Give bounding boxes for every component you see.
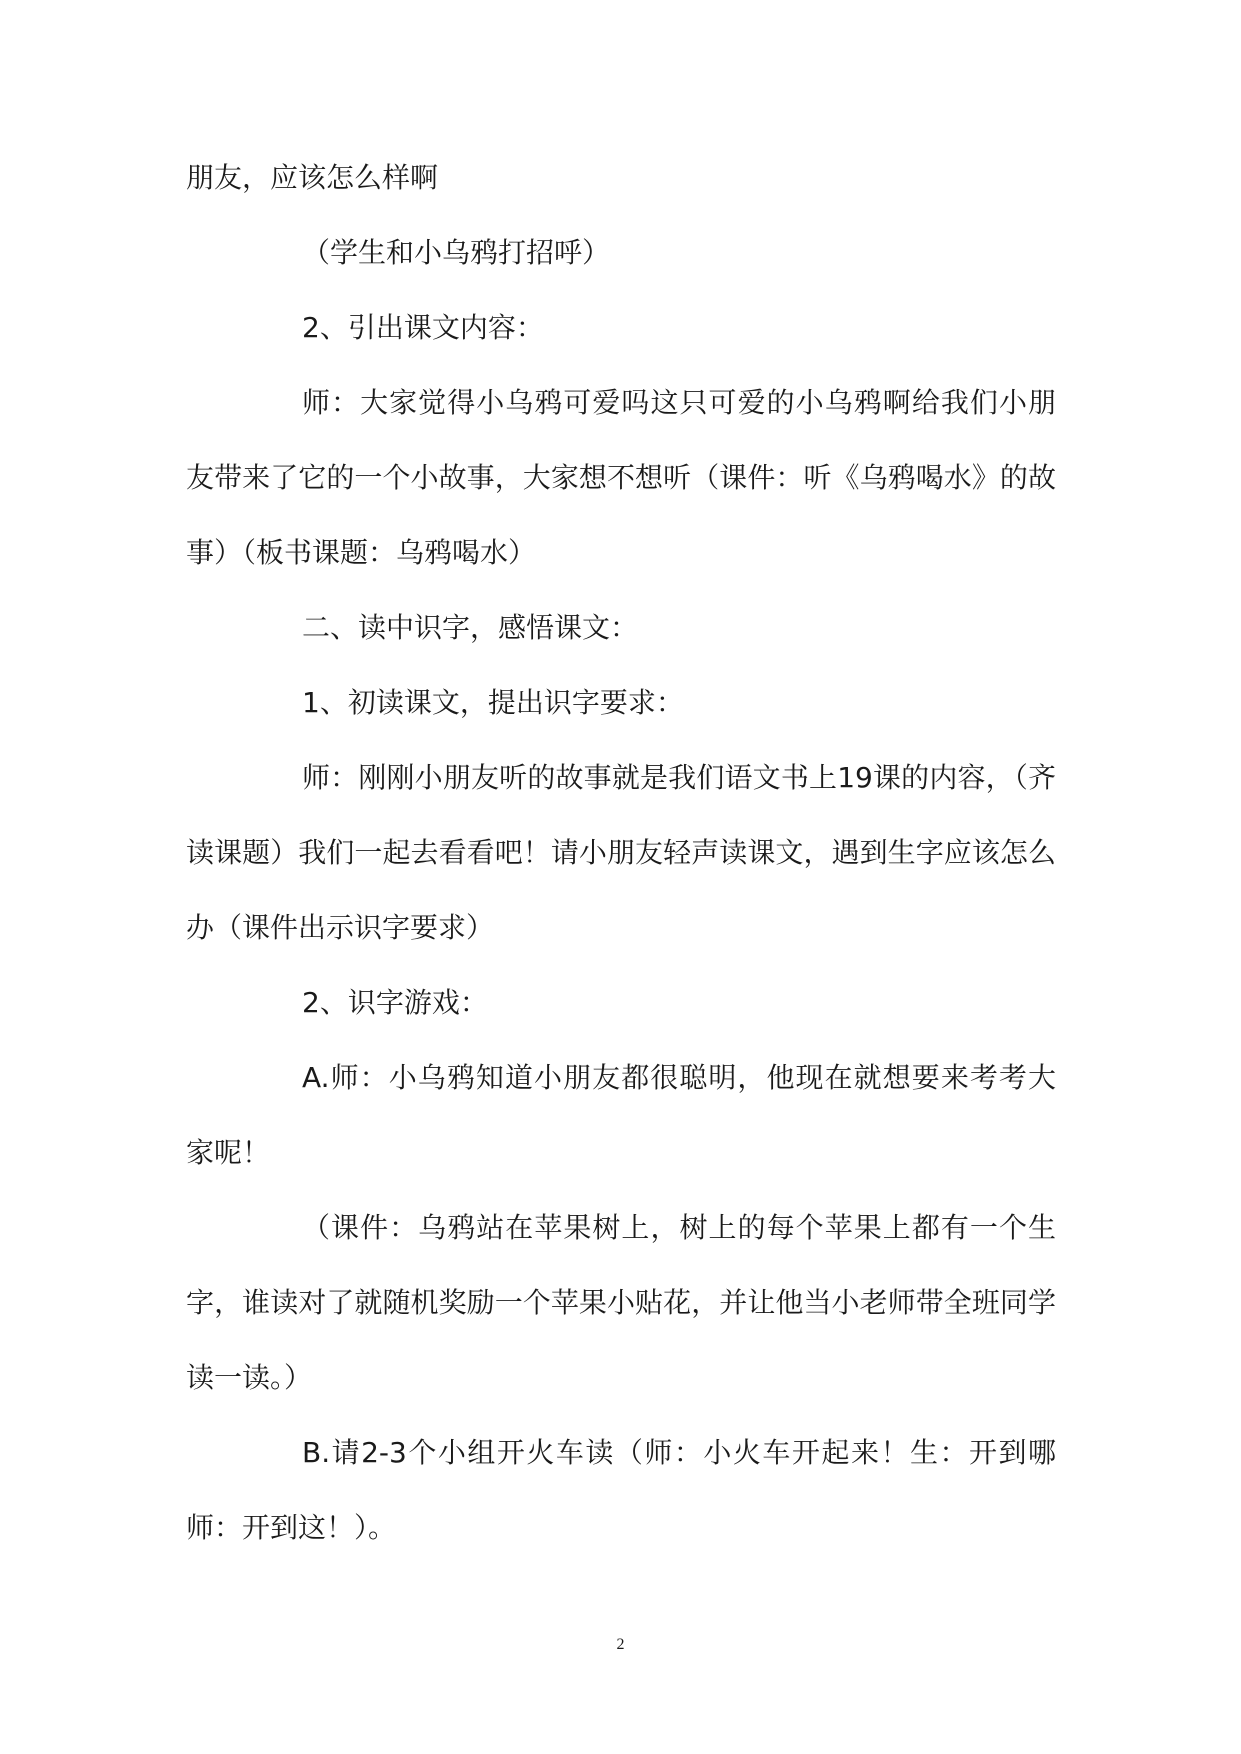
body-text xyxy=(186,140,1056,1565)
page-number: 2 xyxy=(616,1636,625,1653)
paragraph: A.师：小乌鸦知道小朋友都很聪明，他现在就想要来考考大家呢！ xyxy=(186,1061,1056,1169)
paragraph: 1、初读课文，提出识字要求： xyxy=(302,686,684,719)
paragraph: 二、读中识字，感悟课文： xyxy=(302,611,639,644)
paragraph: 师：大家觉得小乌鸦可爱吗这只可爱的小乌鸦啊给我们小朋友带来了它的一个小故事，大家想不想听（课件：听《乌鸦喝水》的故事）（板书课题：乌鸦喝水） xyxy=(186,386,1056,569)
paragraph: （课件：乌鸦站在苹果树上，树上的每个苹果上都有一个生字，谁读对了就随机奖励一个苹果小贴花，并让他当小老师带全班同学读一读。） xyxy=(186,1211,1056,1394)
paragraph: 2、引出课文内容： xyxy=(302,311,544,344)
paragraph: B.请2-3个小组开火车读（师：小火车开起来！生：开到哪师：开到这！）。 xyxy=(186,1436,1056,1544)
paragraph: 2、识字游戏： xyxy=(302,986,488,1019)
paragraph: 师：刚刚小朋友听的故事就是我们语文书上19课的内容，（齐读课题）我们一起去看看吧！请小朋友轻声读课文，遇到生字应该怎么办（课件出示识字要求） xyxy=(186,761,1056,944)
paragraph: 朋友，应该怎么样啊 xyxy=(186,161,439,194)
paragraph: （学生和小乌鸦打招呼） xyxy=(302,236,611,269)
